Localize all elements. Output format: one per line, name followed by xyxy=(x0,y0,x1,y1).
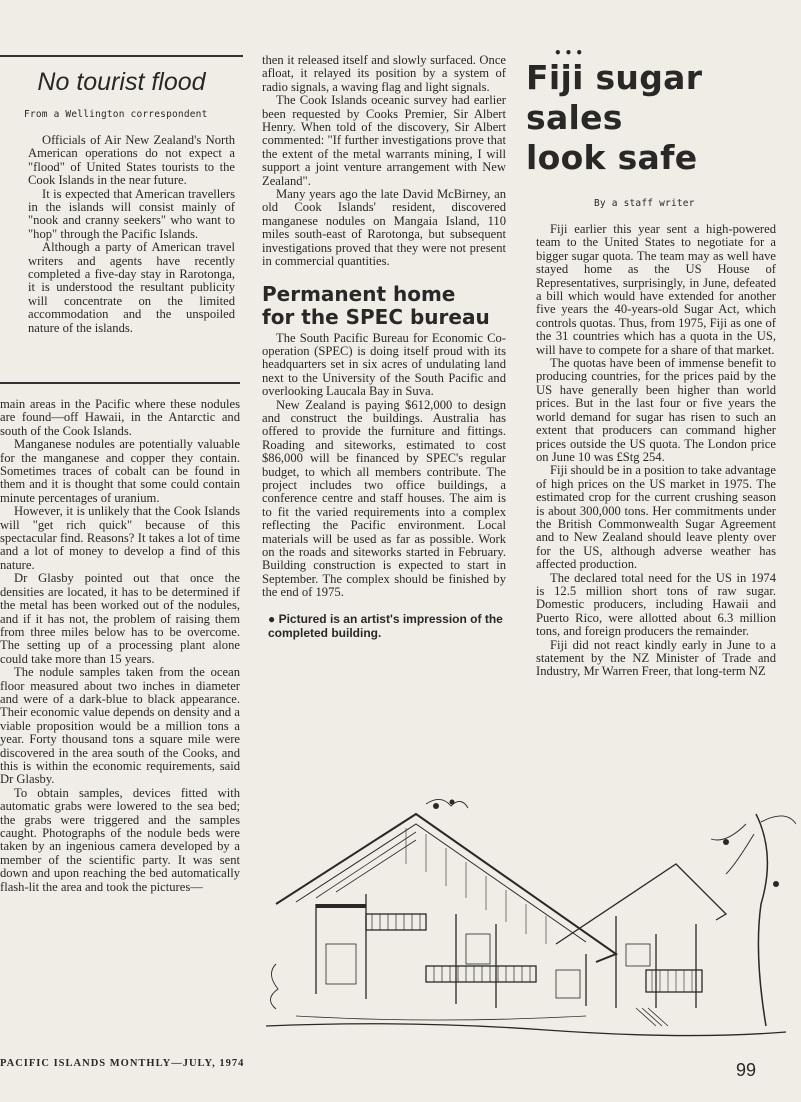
top-rule-left xyxy=(0,55,243,57)
paragraph: then it released itself and slowly surfaced. Once afloat, it relayed its position by a system of radio signals, a waving flag and light signals. xyxy=(262,53,506,94)
paragraph: The nodule samples taken from the ocean floor measured about two inches in diameter and were of a dark-blue to black appearance. Their economic value depends on density and a viable proposition would be a million tons a year. Forty thousand tons a square mile were discovered in the area south of the Cooks, and this is within the economic requirements, said Dr Glasby. xyxy=(0,665,240,787)
byline-wellington: From a Wellington correspondent xyxy=(24,109,208,120)
paragraph: Fiji earlier this year sent a high-powered team to the United States to negotiate for a bigger sugar quota. The team may as well have stayed home as the US House of Representatives, surprisingly, in June, defeated a bill which would have extended for another five years the 40-years-old Sugar Act, which controls quotas. Thus, from 1975, Fiji as one of the 31 countries which has a quota in the US, will have to compete for a share of that market. xyxy=(536,222,776,357)
footer-publication: PACIFIC ISLANDS MONTHLY—JULY, 1974 xyxy=(0,1058,245,1069)
paragraph: To obtain samples, devices fitted with automatic grabs were lowered to the sea bed; the grabs were triggered and the samples caught. Photographs of the nodule beds were taken by an ingenious camera developed by a member of the scientific party. It was sent down and upon reaching the bed automatically flash-lit the area and took the pictures— xyxy=(0,785,240,894)
page-number: 99 xyxy=(736,1060,757,1080)
divider-left xyxy=(0,382,240,384)
paragraph: Manganese nodules are potentially valuable for the manganese and copper they contain. Sometimes traces of cobalt can be found in them and it is thought that some could contain minute percentages of uranium. xyxy=(0,437,240,505)
paragraph: The quotas have been of immense benefit to producing countries, for the prices paid by the US have generally been higher than world prices. But in the last four or five years the world demand for sugar has risen to such an extent that producers can command higher prices outside the US quota. The London price on June 10 was £Stg 254. xyxy=(536,356,776,464)
paragraph: Dr Glasby pointed out that once the densities are located, it has to be determined if the metal has been worked out of the nodules, and if it has not, the problem of raising them from three miles below has to be overcome. The setting up of a processing plant alone could take more than 15 years. xyxy=(0,571,240,666)
paragraph: However, it is unlikely that the Cook Islands will "get rich quick" because of this spectacular find. Reasons? It takes a lot of time and a lot of money to develop a find of this nature. xyxy=(0,504,240,572)
paragraph: main areas in the Pacific where these nodules are found—off Hawaii, in the Antarctic and south of the Cook Islands. xyxy=(0,397,240,438)
headline-line: for the SPEC bureau xyxy=(262,304,490,329)
article-fiji-sugar xyxy=(526,48,776,679)
paragraph: New Zealand is paying $612,000 to design and construct the buildings. Australia has offered to provide the furniture and fittings. Roading and siteworks, estimated to cost $86,000 will be financed by SPEC's regular budget, to which all members contribute. The project includes two office buildings, a conference centre and staff houses. The aim is to fit the varied requirements into a complex reflecting the Pacific environment. Local materials will be used as far as possible. Work on the roads and siteworks started in February. Building construction is expected to start in September. The complex should be finished by the end of 1975. xyxy=(262,397,506,600)
paragraph: The South Pacific Bureau for Economic Co-operation (SPEC) is doing itself proud with its headquarters set in six acres of undulating land next to the University of the South Pacific and overlooking Laucala Bay in Suva. xyxy=(262,330,506,399)
article-manganese-continued xyxy=(0,398,240,894)
headline-no-tourist-flood: No tourist flood xyxy=(37,68,206,96)
photo-caption xyxy=(262,612,506,640)
headline-line: look safe xyxy=(526,138,698,177)
decorative-dots: ••• xyxy=(554,46,587,60)
paragraph: Officials of Air New Zealand's North American operations do not expect a "flood" of United States tourists to the Cook Islands in the near future. xyxy=(28,133,235,188)
headline-spec-bureau xyxy=(262,283,506,329)
headline-line: Fiji sugar sales xyxy=(526,58,703,137)
article-no-tourist-flood xyxy=(0,60,243,335)
headline-line: Permanent home xyxy=(262,281,456,306)
paragraph: Many years ago the late David McBirney, an old Cook Islands' resident, discovered manganese nodules on Mangaia Island, 110 miles south-east of Rarotonga, but subsequent investigations proved that they were not present in commercial quantities. xyxy=(262,187,506,269)
paragraph: The Cook Islands oceanic survey had earlier been requested by Cooks Premier, Sir Albert Henry. When told of the discovery, Sir Albert commented: "If further investigations prove that the extent of the metal warrants mining, I will support a joint venture arrangement with New Zealand". xyxy=(262,93,506,188)
paragraph: Although a party of American travel writers and agents have recently completed a five-day stay in Rarotonga, it is understood the resultant publicity will concentrate on the limited accommodation and the unspoiled nature of the islands. xyxy=(28,240,235,335)
paragraph: The declared total need for the US in 1974 is 12.5 million short tons of raw sugar. Domestic producers, including Hawaii and Puerto Rico, were allotted about 6.3 million tons, and foreign producers the remainder. xyxy=(536,570,776,639)
headline-fiji-sugar xyxy=(526,58,776,178)
paragraph: Fiji should be in a position to take advantage of high prices on the US market in 1975. The estimated crop for the current crushing season is about 300,000 tons. Her commitments under the British Commonwealth Sugar Agreement and to New Zealand should leave plenty over for the US, although adverse weather has affected production. xyxy=(536,463,776,572)
caption-text: Pictured is an artist's impression of the completed building. xyxy=(268,611,503,640)
bullet-icon: ● xyxy=(268,611,276,626)
building-illustration xyxy=(256,794,796,1040)
article-column-middle xyxy=(262,54,506,640)
paragraph: Fiji did not react kindly early in June to a statement by the NZ Minister of Trade and Industry, Mr Warren Freer, that long-term NZ xyxy=(536,637,776,679)
byline-staff-writer: By a staff writer xyxy=(594,198,695,209)
paragraph: It is expected that American travellers in the islands will consist mainly of "nook and cranny seekers" who want to "hop" through the Pacific Islands. xyxy=(28,186,235,241)
